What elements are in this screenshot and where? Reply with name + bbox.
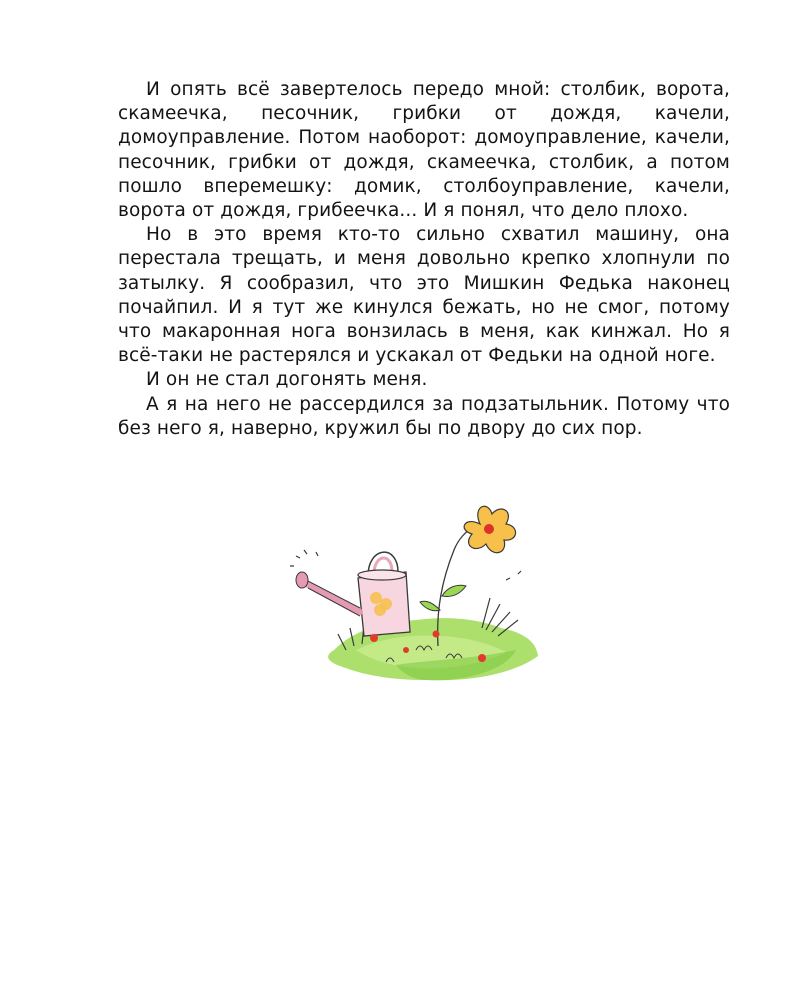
paragraph-1: И опять всё завертелось передо мной: столбик, ворота, скамеечка, песочник, грибки от дождя, качели, домоуправление. Потом наоборот: домоуправление, качели, песочник, грибки от дождя, скамеечка, столбик, а потом пошло вперемешку: домик, столбоуправление, качели, ворота от дождя, грибеечка... И я понял, что дело плохо. [118,79,730,222]
can-rose [296,572,308,588]
can-flower-petal-1 [370,592,382,604]
berry-1 [370,634,378,642]
paragraph-2: Но в это время кто-то сильно схватил машину, она перестала трещать, и меня довольно крепко хлопнули по затылку. Я сообразил, что это Мишкин Федька наконец почайпил. И я тут же кинулся бежать, но не смог, потому что макаронная нога вонзилась в меня, как кинжал. Но я всё-таки не растерялся и ускакал от Федьки на одной ноге. [118,224,730,367]
can-top [358,570,406,580]
flower-leaf-1 [442,585,466,596]
story-text [118,78,730,441]
flower-center [484,524,494,534]
paragraph-3: И он не стал догонять меня. [146,369,428,391]
can-spout [306,584,360,612]
watering-can [296,552,410,636]
can-flower-petal-3 [374,604,386,616]
flower-leaf-2 [420,601,440,610]
berry-4 [403,647,409,653]
berry-3 [478,654,486,662]
berry-2 [433,631,440,638]
paragraph-4: А я на него не рассердился за подзатыльник. Потому что без него я, наверно, кружил бы по двору до сих пор. [118,393,730,439]
watering-can-flower-illustration [286,500,556,690]
illustration-drawing [286,500,556,690]
